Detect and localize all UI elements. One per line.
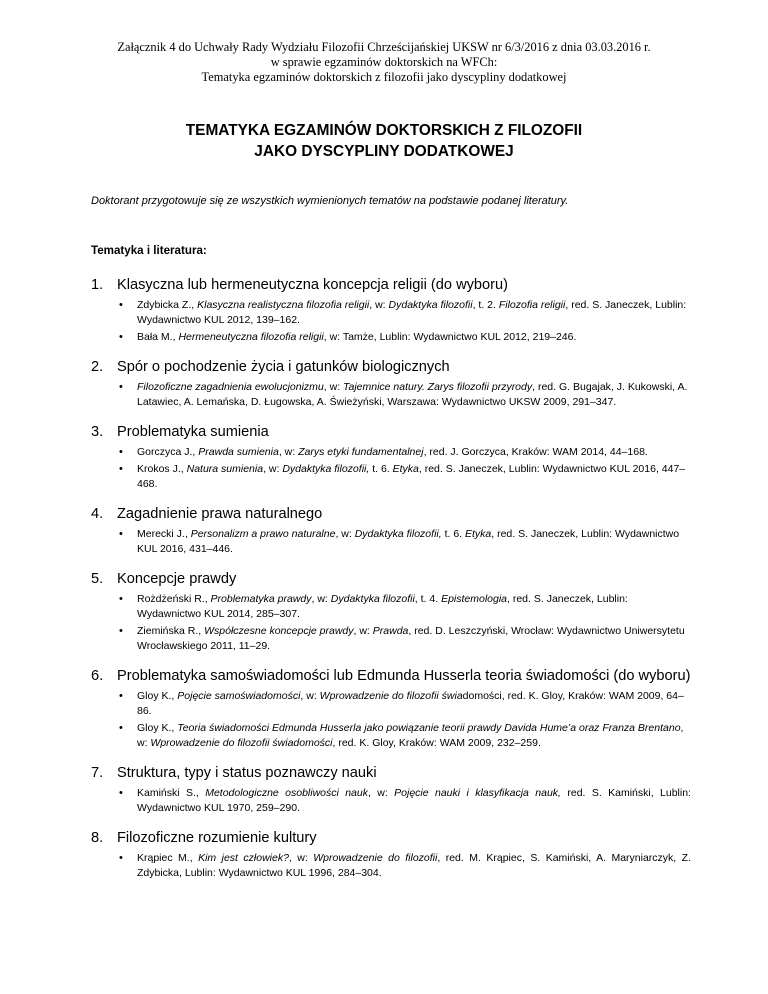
reference-list	[91, 445, 691, 492]
topic-heading	[91, 357, 691, 377]
topic-title: Koncepcje prawdy	[117, 571, 237, 587]
topic-item	[91, 504, 691, 557]
topic-item	[91, 763, 691, 816]
reference-list	[91, 689, 691, 751]
topic-heading	[91, 422, 691, 442]
topic-title: Problematyka sumienia	[117, 424, 269, 440]
topic-heading	[91, 828, 691, 848]
reference-item: • Zdybicka Z., Klasyczna realistyczna filozofia religii, w: Dydaktyka filozofii, t. 2. Filozofia religii, red. S. Janeczek, Lublin: Wydawnictwo KUL 2012, 139–162.	[117, 298, 691, 328]
literature-heading: Tematyka i literatura:	[91, 244, 207, 257]
topic-number: 3.	[91, 424, 104, 440]
reference-list	[91, 786, 691, 816]
topic-title: Zagadnienie prawa naturalnego	[117, 506, 323, 522]
topic-title: Filozoficzne rozumienie kultury	[117, 830, 317, 846]
topic-number: 5.	[91, 571, 104, 587]
topic-list	[91, 275, 691, 893]
header-line-1: Załącznik 4 do Uchwały Rady Wydziału Filozofii Chrześcijańskiej UKSW nr 6/3/2016 z dnia 03.03.2016 r.	[117, 40, 651, 54]
topic-title: Problematyka samoświadomości lub Edmunda Husserla teoria świadomości (do wyboru)	[117, 668, 691, 684]
topic-number: 6.	[91, 668, 104, 684]
reference-item: • Krokos J., Natura sumienia, w: Dydaktyka filozofii, t. 6. Etyka, red. S. Janeczek, Lublin: Wydawnictwo KUL 2016, 447–468.	[117, 462, 691, 492]
reference-list	[91, 298, 691, 345]
reference-list	[91, 527, 691, 557]
topic-item	[91, 357, 691, 410]
reference-list	[91, 851, 691, 881]
topic-item	[91, 422, 691, 492]
title-line-2: JAKO DYSCYPLINY DODATKOWEJ	[254, 143, 514, 160]
reference-item: • Kamiński S., Metodologiczne osobliwości nauk, w: Pojęcie nauki i klasyfikacja nauk, red. S. Kamiński, Lublin: Wydawnictwo KUL 1970, 259–290.	[117, 786, 691, 816]
reference-item: • Gloy K., Teoria świadomości Edmunda Husserla jako powiązanie teorii prawdy Davida Hume’a oraz Franza Brentano, w: Wprowadzenie do filozofii świadomości, red. K. Gloy, Kraków: WAM 2009, 232–259.	[117, 721, 691, 751]
topic-number: 2.	[91, 359, 104, 375]
reference-item: • Krąpiec M., Kim jest człowiek?, w: Wprowadzenie do filozofii, red. M. Krąpiec, S. Kamiński, A. Maryniarczyk, Z. Zdybicka, Lublin: Wydawnictwo KUL 1996, 284–304.	[117, 851, 691, 881]
topic-heading	[91, 763, 691, 783]
topic-heading	[91, 504, 691, 524]
topic-item	[91, 275, 691, 345]
topic-number: 4.	[91, 506, 104, 522]
topic-number: 8.	[91, 830, 104, 846]
reference-item: • Merecki J., Personalizm a prawo naturalne, w: Dydaktyka filozofii, t. 6. Etyka, red. S. Janeczek, Lublin: Wydawnictwo KUL 2016, 431–446.	[117, 527, 691, 557]
intro-text: Doktorant przygotowuje się ze wszystkich wymienionych tematów na podstawie podanej literatury.	[91, 195, 569, 207]
topic-item	[91, 828, 691, 881]
topic-number: 1.	[91, 277, 104, 293]
document-header	[0, 40, 768, 85]
topic-number: 7.	[91, 765, 104, 781]
header-line-2: w sprawie egzaminów doktorskich na WFCh:	[270, 55, 498, 69]
topic-item	[91, 569, 691, 654]
topic-title: Spór o pochodzenie życia i gatunków biologicznych	[117, 359, 450, 375]
topic-title: Struktura, typy i status poznawczy nauki	[117, 765, 377, 781]
reference-item: • Ziemińska R., Współczesne koncepcje prawdy, w: Prawda, red. D. Leszczyński, Wrocław: Wydawnictwo Uniwersytetu Wrocławskiego 2011, 11–29.	[117, 624, 691, 654]
reference-item: • Gorczyca J., Prawda sumienia, w: Zarys etyki fundamentalnej, red. J. Gorczyca, Kraków: WAM 2014, 44–168.	[117, 445, 691, 460]
topic-heading	[91, 569, 691, 589]
title-line-1: TEMATYKA EGZAMINÓW DOKTORSKICH Z FILOZOFII	[185, 122, 583, 139]
reference-item: • Bała M., Hermeneutyczna filozofia religii, w: Tamże, Lublin: Wydawnictwo KUL 2012, 219–246.	[117, 330, 691, 345]
page-title	[0, 120, 768, 162]
topic-item	[91, 666, 691, 751]
reference-list	[91, 380, 691, 410]
reference-list	[91, 592, 691, 654]
reference-item: • Filozoficzne zagadnienia ewolucjonizmu, w: Tajemnice natury. Zarys filozofii przyrody, red. G. Bugajak, J. Kukowski, A. Latawiec, A. Lemańska, D. Ługowska, A. Świeżyński, Warszawa: Wydawnictwo UKSW 2009, 291–347.	[117, 380, 691, 410]
reference-item: • Gloy K., Pojęcie samoświadomości, w: Wprowadzenie do filozofii świadomości, red. K. Gloy, Kraków: WAM 2009, 64–86.	[117, 689, 691, 719]
header-line-3: Tematyka egzaminów doktorskich z filozofii jako dyscypliny dodatkowej	[201, 70, 567, 84]
reference-item: • Rożdżeński R., Problematyka prawdy, w: Dydaktyka filozofii, t. 4. Epistemologia, red. S. Janeczek, Lublin: Wydawnictwo KUL 2014, 285–307.	[117, 592, 691, 622]
topic-heading	[91, 275, 691, 295]
topic-title: Klasyczna lub hermeneutyczna koncepcja religii (do wyboru)	[117, 277, 508, 293]
topic-heading	[91, 666, 691, 686]
